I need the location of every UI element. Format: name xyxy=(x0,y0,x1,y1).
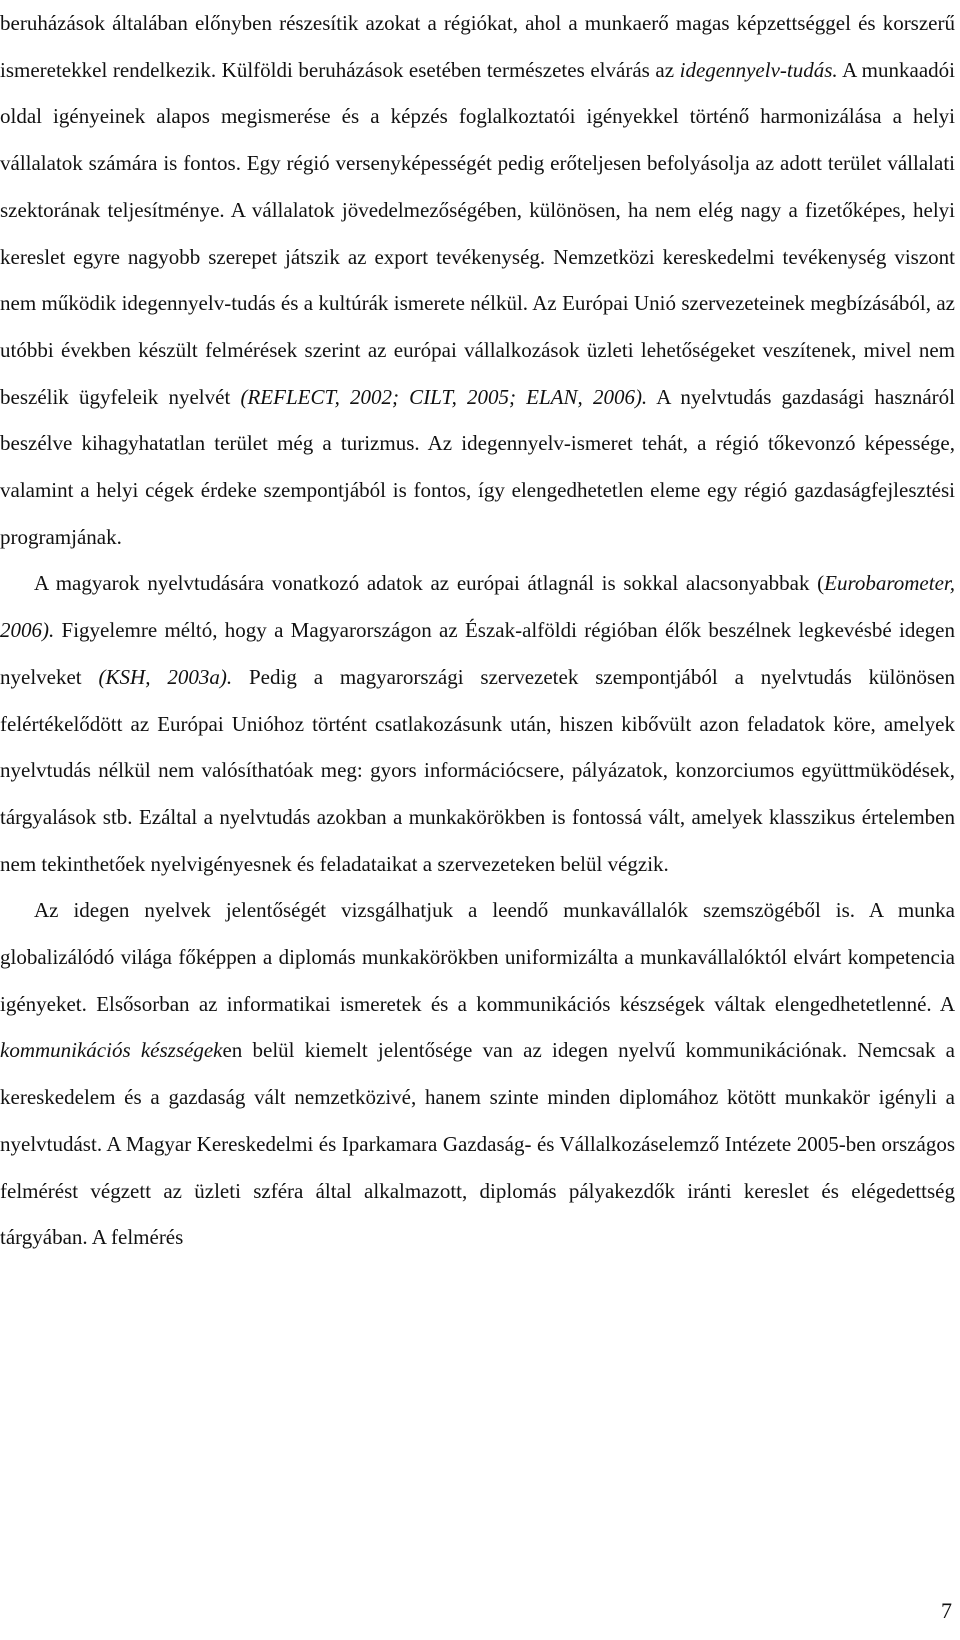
text-run: A magyarok nyelvtudására vonatkozó adatok az európai átlagnál is sokkal alacsonyabbak ( xyxy=(34,571,825,596)
paragraph-3 xyxy=(0,887,955,1261)
citation: Eurobarometer, 2006). xyxy=(0,571,955,643)
citation: (REFLECT, 2002; CILT, 2005; ELAN, 2006). xyxy=(240,384,648,409)
page-number: 7 xyxy=(941,1598,952,1623)
text-run: Pedig a magyarországi szervezetek szempontjából a nyelvtudás különösen felértékelődött az Európai Unióhoz történt csatlakozásunk után, hiszen kibővült azon feladatok köre, amelyek nyelvtudás nélkül nem valósíthatóak meg: gyors információcsere, pályázatok, konzorciumos együttmüködések, tárgyalások stb. Ezáltal a nyelvtudás azokban a munkakörökben is fontossá vált, amelyek klasszikus értelemben nem tekinthetőek nyelvigényesnek és feladataikat a szervezeteken belül végzik. xyxy=(0,664,956,876)
text-run: A nyelvtudás gazdasági hasznáról beszélve kihagyhatatlan terület még a turizmus. Az idegennyelv-ismeret tehát, a régió tőkevonzó képessége, valamint a helyi cégek érdeke szempontjából is fontos, így elengedhetetlen eleme egy régió gazdaságfejlesztési programjának. xyxy=(0,384,955,549)
text-run: Figyelemre méltó, hogy a Magyarországon az Észak-alföldi régióban élők beszélnek legkevésbé idegen nyelveket xyxy=(0,618,955,689)
text-run: en belül kiemelt jelentősége van az idegen nyelvű kommunikációnak. Nemcsak a kereskedelem és a gazdaság vált nemzetközivé, hanem szinte minden diplomához kötött munkakör igényli a nyelvtudást. A Magyar Kereskedelmi és Iparkamara Gazdaság- és Vállalkozáselemző Intézete 2005-ben országos felmérést végzett az üzleti szféra által alkalmazott, diplomás pályakezdők iránti kereslet és elégedettség tárgyában. A felmérés xyxy=(0,1038,955,1250)
text-run: beruházások általában előnyben részesítik azokat a régiókat, ahol a munkaerő magas képzettséggel és korszerű ismeretekkel rendelkezik. Külföldi beruházások esetében természetes elvárás az xyxy=(0,11,955,82)
text-run: Az idegen nyelvek jelentőségét vizsgálhatjuk a leendő munkavállalók szemszögéből is. A munka globalizálódó világa főképpen a diplomás munkakörökben uniformizálta a munkavállalóktól elvárt kompetencia igényeket. Elsősorban az informatikai ismeretek és a kommunikációs készségek váltak elengedhetetlenné. A xyxy=(0,898,955,1016)
paragraph-1 xyxy=(0,0,955,560)
citation: (KSH, 2003a). xyxy=(98,664,233,689)
text-run: A munkaadói oldal igényeinek alapos megismerése és a képzés foglalkoztatói igényekkel történő harmonizálása a helyi vállalatok számára is fontos. Egy régió versenyképességét pedig erőteljesen befolyásolja az adott terület vállalati szektorának teljesítménye. A vállalatok jövedelmezőségében, különösen, ha nem elég nagy a fizetőképes, helyi kereslet egyre nagyobb szerepet játszik az export tevékenység. Nemzetközi kereskedelmi tevékenység viszont nem működik idegennyelv-tudás és a kultúrák ismerete nélkül. Az Európai Unió szervezeteinek megbízásából, az utóbbi években készült felmérések szerint az európai vállalkozások üzleti lehetőségeket veszítenek, mivel nem beszélik ügyfeleik nyelvét xyxy=(0,57,955,409)
italic-term: idegennyelv-tudás. xyxy=(679,57,838,82)
paragraph-2 xyxy=(0,560,955,887)
italic-term: kommunikációs készségek xyxy=(0,1038,223,1063)
